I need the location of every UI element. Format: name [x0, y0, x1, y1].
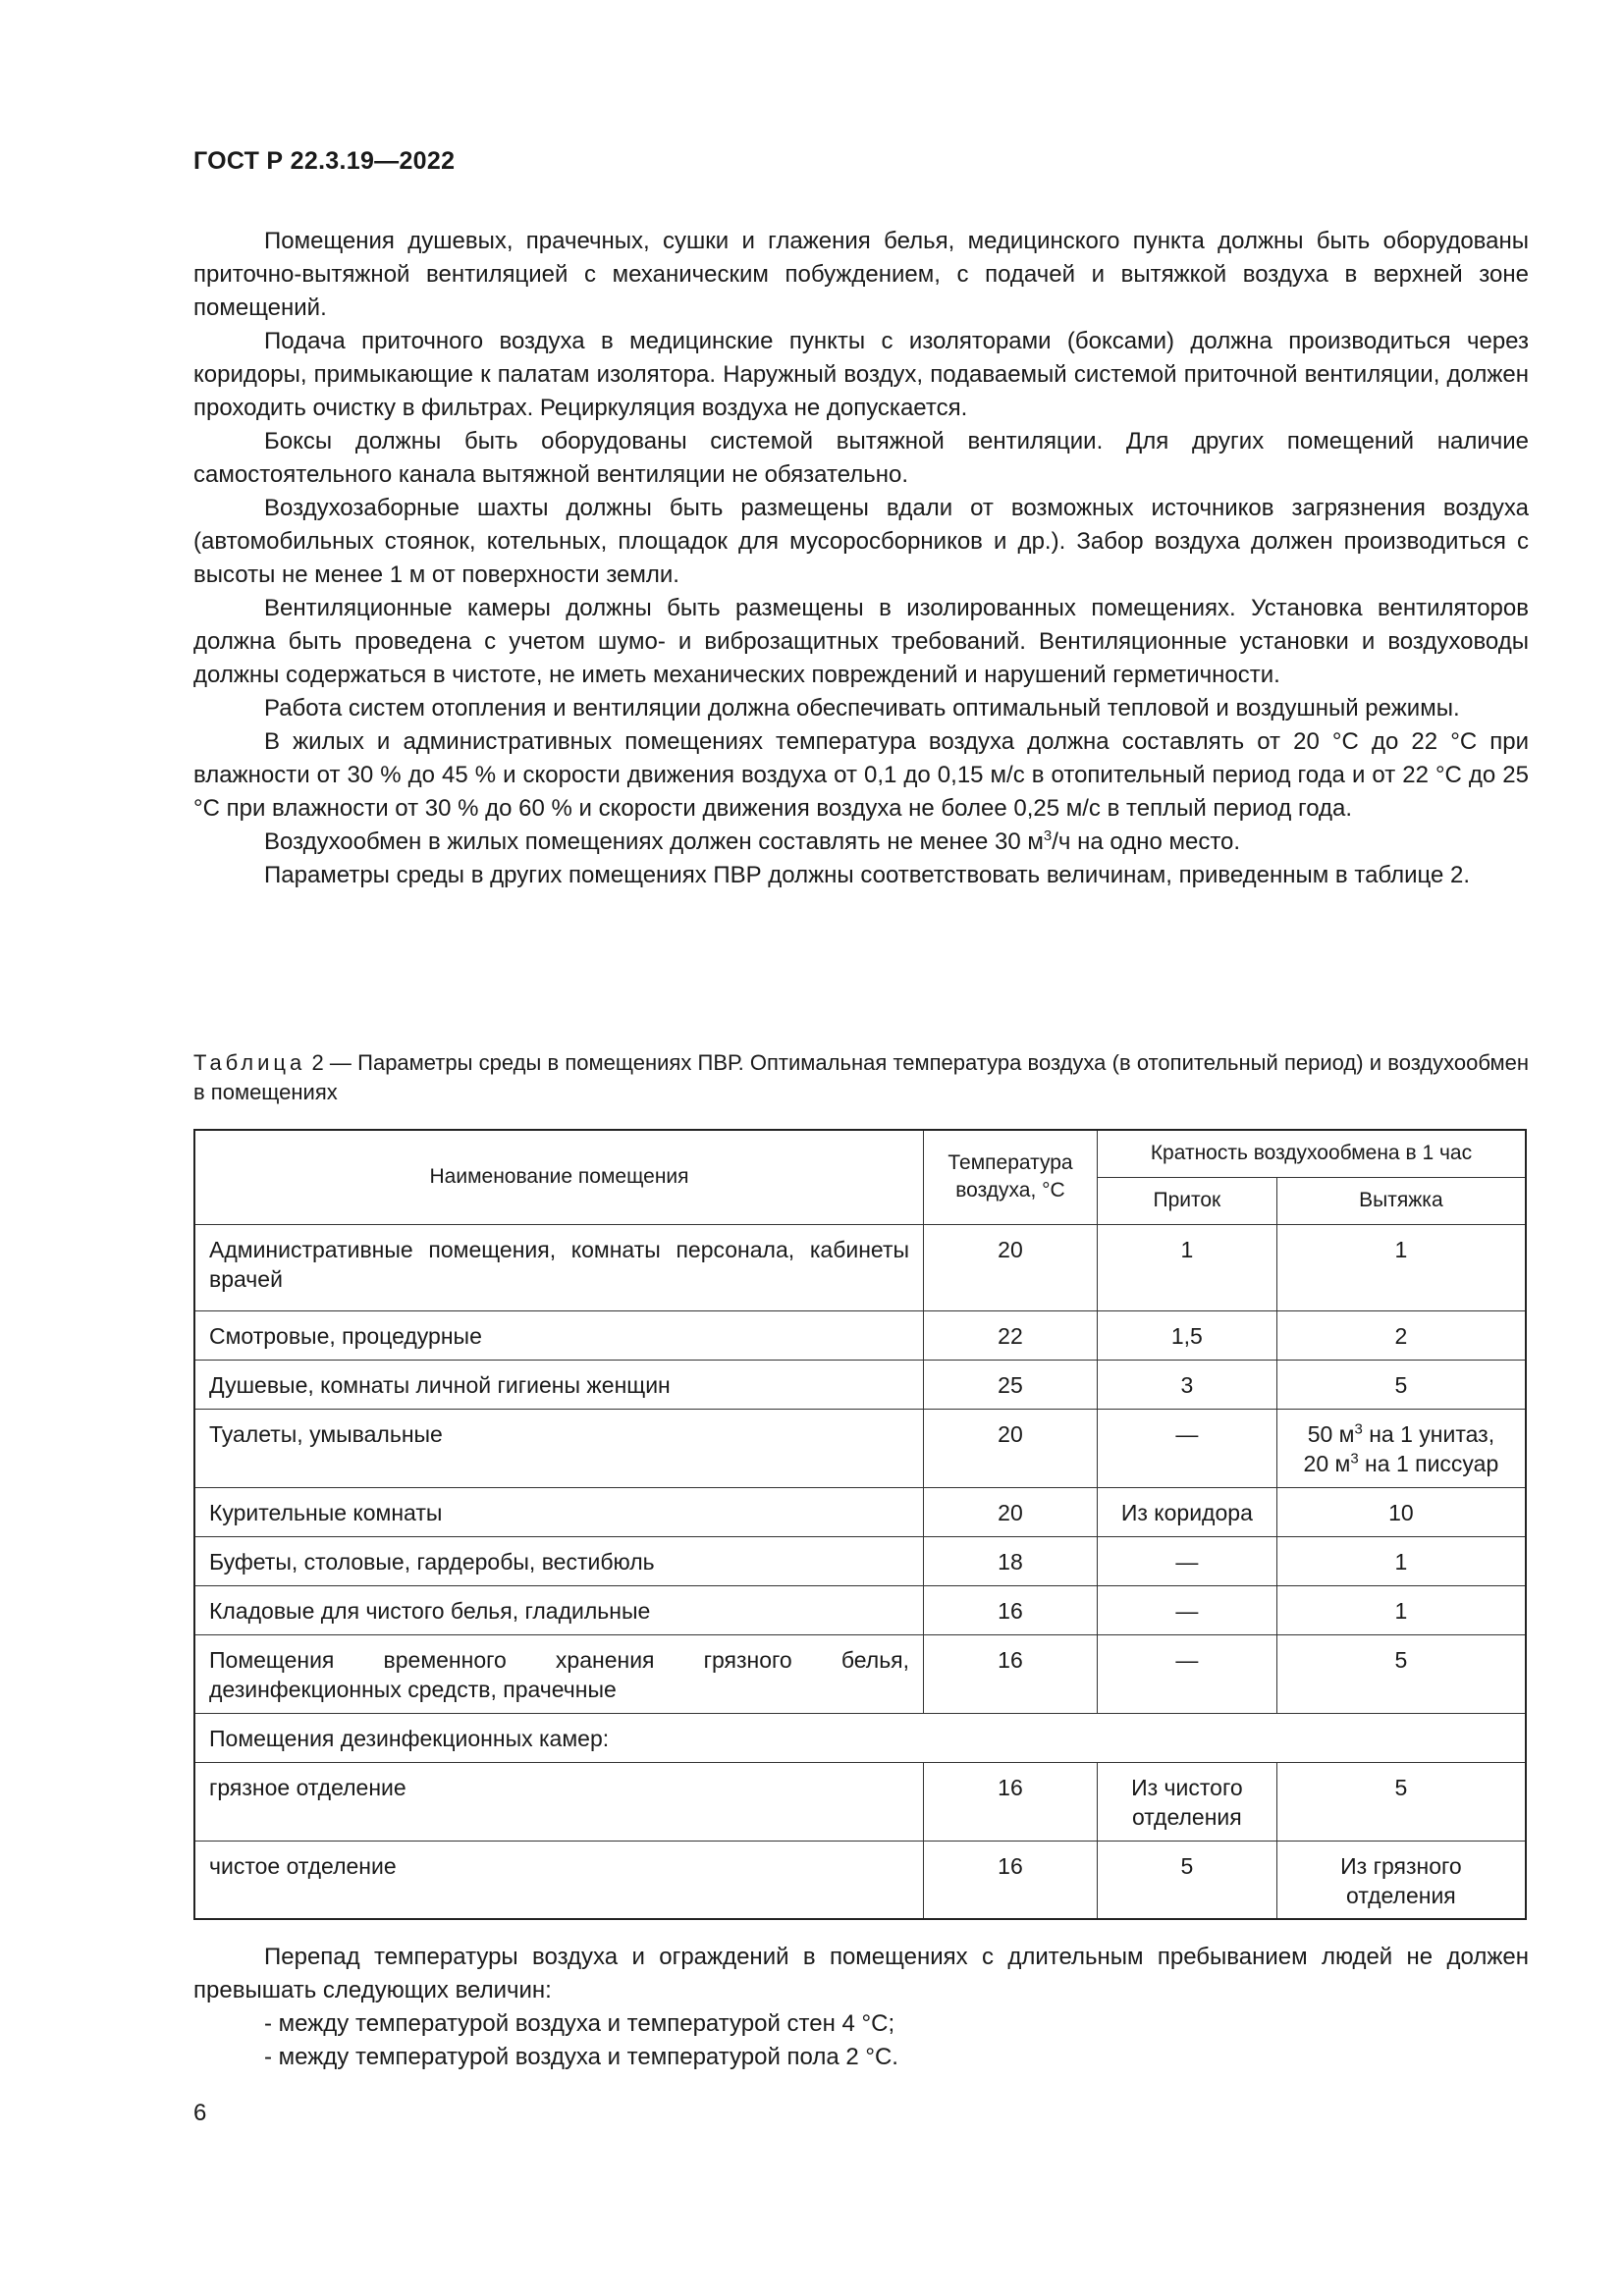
supply-cell: — — [1097, 1585, 1276, 1634]
table-row — [194, 1487, 1526, 1536]
exhaust-line — [1291, 1449, 1511, 1478]
temperature-cell: 16 — [924, 1634, 1098, 1713]
room-name: Курительные комнаты — [194, 1487, 924, 1536]
temperature-cell: 20 — [924, 1224, 1098, 1310]
paragraph-air-exchange — [193, 826, 1529, 859]
supply-cell: 3 — [1097, 1360, 1276, 1409]
room-name: Административные помещения, комнаты персонала, кабинеты врачей — [194, 1224, 924, 1310]
header-temperature: Температура воздуха, °С — [924, 1130, 1098, 1224]
list-item: - между температурой воздуха и температурой стен 4 °С; — [264, 2010, 895, 2037]
paragraph: В жилых и административных помещениях температура воздуха должна составлять от 20 °С до 22 °С при влажности от 30 % до 45 % и скорости движения воздуха от 0,1 до 0,15 м/с в отопительный период года и от 22 °С до 25 °С при влажности от 30 % до 60 % и скорости движения воздуха не более 0,25 м/с в теплый период года. — [193, 728, 1529, 822]
exhaust-cell: 2 — [1276, 1310, 1526, 1360]
table-caption-label: Таблица — [193, 1050, 306, 1075]
superscript: 3 — [1043, 828, 1053, 844]
room-name: Помещения временного хранения грязного белья, дезинфекционных средств, прачечные — [194, 1634, 924, 1713]
closing-text — [193, 1941, 1529, 2074]
exhaust-volume: 20 м — [1303, 1450, 1351, 1476]
supply-cell: — — [1097, 1634, 1276, 1713]
paragraph: Подача приточного воздуха в медицинские пункты с изоляторами (боксами) должна производиться через коридоры, примыкающие к палатам изолятора. Наружный воздух, подаваемый системой приточной вентиляции, должен проходить очистку в фильтрах. Рециркуляция воздуха не допускается. — [193, 328, 1529, 421]
air-exchange-unit: /ч на одно место. — [1052, 828, 1241, 855]
temperature-cell: 18 — [924, 1536, 1098, 1585]
temperature-cell: 16 — [924, 1585, 1098, 1634]
table-row — [194, 1762, 1526, 1841]
exhaust-cell: 5 — [1276, 1634, 1526, 1713]
exhaust-cell: 1 — [1276, 1536, 1526, 1585]
parameters-table — [193, 1129, 1527, 1920]
supply-cell: Из чистого отделения — [1097, 1762, 1276, 1841]
header-exhaust: Вытяжка — [1276, 1177, 1526, 1224]
paragraph: Перепад температуры воздуха и ограждений в помещениях с длительным пребыванием людей не должен превышать следующих величин: — [193, 1944, 1529, 2003]
exhaust-cell: Из грязного отделения — [1276, 1841, 1526, 1919]
supply-cell: Из коридора — [1097, 1487, 1276, 1536]
exhaust-cell — [1276, 1409, 1526, 1487]
standard-number: ГОСТ Р 22.3.19—2022 — [193, 147, 456, 175]
room-name: Смотровые, процедурные — [194, 1310, 924, 1360]
exhaust-line — [1291, 1419, 1511, 1449]
exhaust-cell: 1 — [1276, 1224, 1526, 1310]
room-name: Туалеты, умывальные — [194, 1409, 924, 1487]
temperature-cell: 22 — [924, 1310, 1098, 1360]
exhaust-cell: 1 — [1276, 1585, 1526, 1634]
paragraph: Воздухозаборные шахты должны быть размещены вдали от возможных источников загрязнения воздуха (автомобильных стоянок, котельных, площадок для мусоросборников и др.). Забор воздуха должен производиться с высоты не менее 1 м от поверхности земли. — [193, 495, 1529, 588]
exhaust-cell: 5 — [1276, 1360, 1526, 1409]
table-row — [194, 1360, 1526, 1409]
table-caption-text: 2 — Параметры среды в помещениях ПВР. Оптимальная температура воздуха (в отопительный период) и воздухообмен в помещениях — [193, 1050, 1529, 1104]
temperature-cell: 25 — [924, 1360, 1098, 1409]
table-row — [194, 1310, 1526, 1360]
room-name: Кладовые для чистого белья, гладильные — [194, 1585, 924, 1634]
supply-cell: — — [1097, 1409, 1276, 1487]
table-caption — [193, 1048, 1529, 1107]
table-row — [194, 1409, 1526, 1487]
supply-cell: 1,5 — [1097, 1310, 1276, 1360]
exhaust-unit: на 1 унитаз, — [1362, 1420, 1495, 1447]
paragraph: Работа систем отопления и вентиляции должна обеспечивать оптимальный тепловой и воздушный режимы. — [264, 695, 1460, 721]
room-name: Буфеты, столовые, гардеробы, вестибюль — [194, 1536, 924, 1585]
paragraph: Помещения душевых, прачечных, сушки и глажения белья, медицинского пункта должны быть оборудованы приточно-вытяжной вентиляцией с механическим побуждением, с подачей и вытяжкой воздуха в верхней зоне помещений. — [193, 228, 1529, 321]
header-supply: Приток — [1097, 1177, 1276, 1224]
table-row — [194, 1536, 1526, 1585]
section-title: Помещения дезинфекционных камер: — [194, 1713, 1526, 1762]
temperature-cell: 20 — [924, 1487, 1098, 1536]
room-name: грязное отделение — [194, 1762, 924, 1841]
supply-cell: 5 — [1097, 1841, 1276, 1919]
temperature-cell: 20 — [924, 1409, 1098, 1487]
paragraph-table-reference: Параметры среды в других помещениях ПВР должны соответствовать величинам, приведенным в таблице 2. — [264, 862, 1471, 888]
header-room-name: Наименование помещения — [194, 1130, 924, 1224]
table-section-row — [194, 1713, 1526, 1762]
temperature-cell: 16 — [924, 1841, 1098, 1919]
exhaust-cell: 5 — [1276, 1762, 1526, 1841]
room-name: чистое отделение — [194, 1841, 924, 1919]
list-item: - между температурой воздуха и температурой пола 2 °С. — [264, 2044, 898, 2070]
superscript: 3 — [1354, 1419, 1363, 1437]
paragraph: Вентиляционные камеры должны быть размещены в изолированных помещениях. Установка вентиляторов должна быть проведена с учетом шумо- и виброзащитных требований. Вентиляционные установки и воздуховоды должны содержаться в чистоте, не иметь механических повреждений и нарушений герметичности. — [193, 595, 1529, 688]
table-row — [194, 1585, 1526, 1634]
table-row — [194, 1634, 1526, 1713]
supply-cell: — — [1097, 1536, 1276, 1585]
exhaust-unit: на 1 писсуар — [1358, 1450, 1499, 1476]
exhaust-cell: 10 — [1276, 1487, 1526, 1536]
temperature-cell: 16 — [924, 1762, 1098, 1841]
table-row — [194, 1224, 1526, 1310]
air-exchange-text: Воздухообмен в жилых помещениях должен составлять не менее 30 м — [264, 828, 1044, 855]
body-text — [193, 225, 1529, 892]
paragraph: Боксы должны быть оборудованы системой вытяжной вентиляции. Для других помещений наличие самостоятельного канала вытяжной вентиляции не обязательно. — [193, 428, 1529, 488]
page-number: 6 — [193, 2100, 207, 2126]
header-exchange-rate: Кратность воздухообмена в 1 час — [1097, 1130, 1526, 1177]
supply-cell: 1 — [1097, 1224, 1276, 1310]
superscript: 3 — [1350, 1449, 1359, 1467]
exhaust-volume: 50 м — [1307, 1420, 1355, 1447]
room-name: Душевые, комнаты личной гигиены женщин — [194, 1360, 924, 1409]
table-row — [194, 1841, 1526, 1919]
